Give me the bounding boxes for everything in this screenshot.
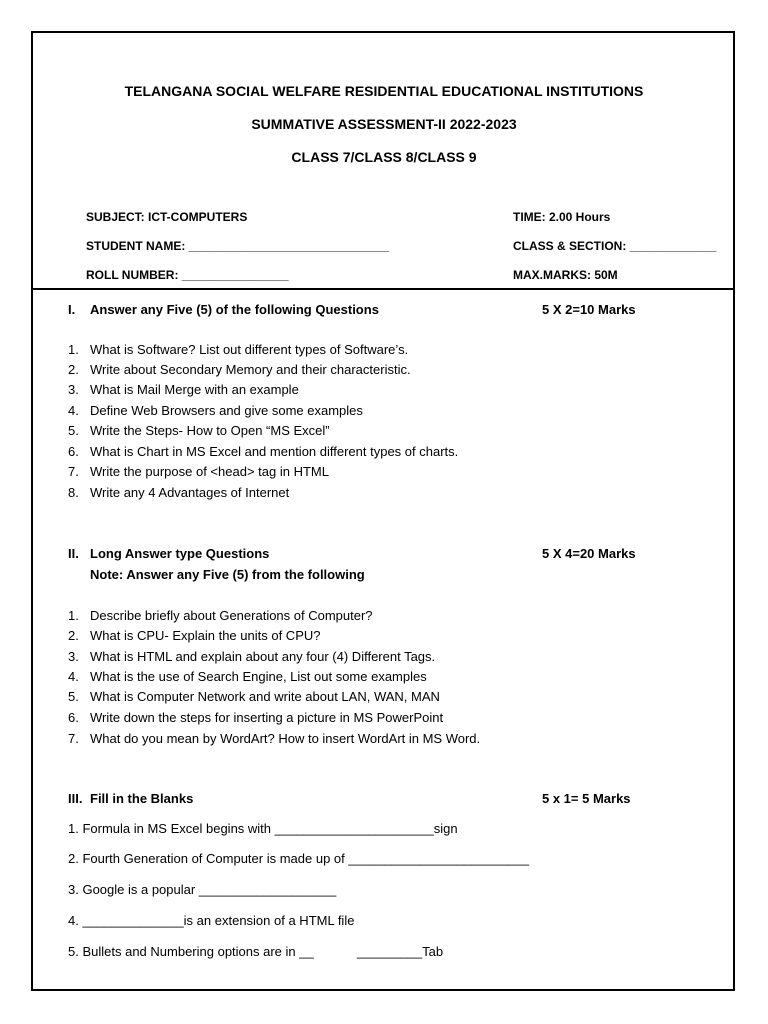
page-border (31, 31, 735, 991)
list-item: 7. What do you mean by WordArt? How to insert WordArt in MS Word. (68, 731, 481, 746)
section2-note: Note: Answer any Five (5) from the following (90, 567, 365, 582)
list-item: 4. What is the use of Search Engine, List out some examples (68, 669, 427, 684)
list-item: 1. What is Software? List out different types of Software’s. (68, 342, 409, 357)
section1-numeral: I. (68, 302, 76, 317)
list-item: 3. What is Mail Merge with an example (68, 382, 299, 397)
list-item: 5. What is Computer Network and write about LAN, WAN, MAN (68, 689, 440, 704)
section3-title: Fill in the Blanks (90, 791, 194, 806)
section1-title: Answer any Five (5) of the following Questions (90, 302, 379, 317)
section2-title: Long Answer type Questions (90, 546, 270, 561)
section1-marks: 5 X 2=10 Marks (542, 302, 636, 317)
blank-item[interactable]: 5. Bullets and Numbering options are in __ _________Tab (68, 944, 444, 959)
list-item: 6. Write down the steps for inserting a picture in MS PowerPoint (68, 710, 444, 725)
list-item: 3. What is HTML and explain about any four (4) Different Tags. (68, 649, 436, 664)
list-item: 6. What is Chart in MS Excel and mention different types of charts. (68, 444, 459, 459)
roll-number-field[interactable]: ROLL NUMBER: ________________ (86, 268, 289, 282)
header-divider (33, 288, 733, 290)
exam-title: SUMMATIVE ASSESSMENT-II 2022-2023 (251, 116, 517, 132)
list-item: 8. Write any 4 Advantages of Internet (68, 485, 290, 500)
subject-label: SUBJECT: ICT-COMPUTERS (86, 210, 248, 224)
list-item: 2. What is CPU- Explain the units of CPU? (68, 628, 321, 643)
max-marks-label: MAX.MARKS: 50M (513, 268, 618, 282)
blank-item[interactable]: 2. Fourth Generation of Computer is made up of _________________________ (68, 851, 530, 866)
list-item: 7. Write the purpose of <head> tag in HTML (68, 464, 329, 479)
class-section-field[interactable]: CLASS & SECTION: _____________ (513, 239, 717, 253)
blank-item[interactable]: 1. Formula in MS Excel begins with ______________________sign (68, 821, 458, 836)
section3-numeral: III. (68, 791, 83, 806)
list-item: 4. Define Web Browsers and give some examples (68, 403, 363, 418)
student-name-field[interactable]: STUDENT NAME: ______________________________ (86, 239, 389, 253)
class-title: CLASS 7/CLASS 8/CLASS 9 (291, 149, 477, 165)
blank-item[interactable]: 3. Google is a popular ___________________ (68, 882, 337, 897)
section2-marks: 5 X 4=20 Marks (542, 546, 636, 561)
list-item: 1. Describe briefly about Generations of Computer? (68, 608, 373, 623)
list-item: 5. Write the Steps- How to Open “MS Excel” (68, 423, 330, 438)
institution-title: TELANGANA SOCIAL WELFARE RESIDENTIAL EDUCATIONAL INSTITUTIONS (124, 83, 644, 99)
list-item: 2. Write about Secondary Memory and their characteristic. (68, 362, 411, 377)
section3-marks: 5 x 1= 5 Marks (542, 791, 631, 806)
time-label: TIME: 2.00 Hours (513, 210, 611, 224)
blank-item[interactable]: 4. ______________is an extension of a HTML file (68, 913, 355, 928)
section2-numeral: II. (68, 546, 79, 561)
